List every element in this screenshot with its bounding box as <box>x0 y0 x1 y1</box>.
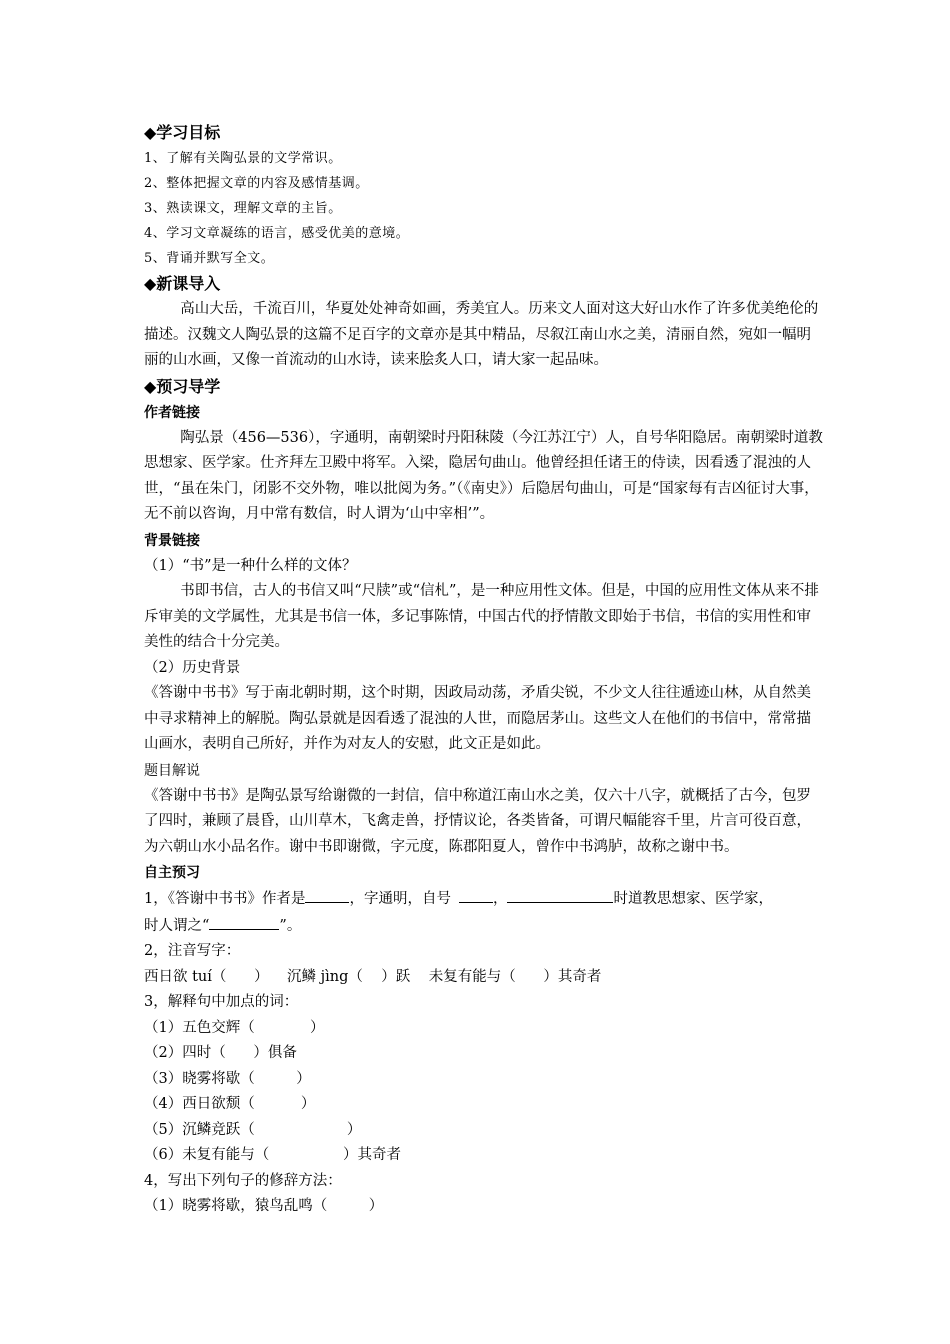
question-1-line-1 <box>144 886 824 913</box>
answer-blank[interactable] <box>507 886 613 903</box>
list-item: （5）沉鳞竞跃（ ） <box>144 1121 362 1138</box>
question-1-text-e: 时人谓之“ <box>144 917 210 934</box>
author-heading: 作者链接 <box>144 404 200 421</box>
list-item: （6）未复有能与（ ）其奇者 <box>144 1147 401 1163</box>
question-4-label: 4，写出下列句子的修辞方法： <box>144 1172 342 1189</box>
list-item: 2、整体把握文章的内容及感情基调。 <box>144 176 369 191</box>
section-title-preview: ◆预习导学 <box>144 376 221 396</box>
bg-question-1-paragraph: 书即书信，古人的书信又叫“尺牍”或“信札”，是一种应用性文体。但是，中国的应用性文体从来不排斥审美的文学属性，尤其是书信一体，多记事陈情，中国古代的抒情散文即始于书信，书信的实用性和审美性的结合十分完美。 <box>144 583 819 650</box>
goals-list <box>144 146 824 271</box>
question-1-line-2 <box>144 913 824 940</box>
intro-paragraph: 高山大岳，千流百川，华夏处处神奇如画，秀美宜人。历来文人面对这大好山水作了许多优美绝伦的描述。汉魏文人陶弘景的这篇不足百字的文章亦是其中精品，尽叙江南山水之美，清丽自然，宛如一幅明丽的山水画，又像一首流动的山水诗，读来脍炙人口，请大家一起品味。 <box>144 301 819 368</box>
list-item: （3）晓雾将歇（ ） <box>144 1070 311 1087</box>
question-1-text-b: ，字通明，自号 <box>349 891 451 907</box>
question-1-text-a: 1，《答谢中书书》作者是 <box>144 891 306 907</box>
list-item: （1）五色交辉（ ） <box>144 1019 325 1036</box>
list-item: 3、熟读课文，理解文章的主旨。 <box>144 201 342 216</box>
document-page <box>144 120 824 1220</box>
answer-blank[interactable] <box>209 913 279 930</box>
answer-blank[interactable] <box>305 886 349 903</box>
question-2-label: 2，注音写字： <box>144 943 241 959</box>
author-paragraph: 陶弘景（456—536），字通明，南朝梁时丹阳秣陵（今江苏江宁）人，自号华阳隐居。南朝梁时道教思想家、医学家。仕齐拜左卫殿中将军。入梁，隐居句曲山。他曾经担任诸王的侍读，因看透了混浊的人世，“虽在朱门，闭影不交外物，唯以批阅为务。”（《南史》）后隐居句曲山，可是“国家每有吉凶征讨大事，无不前以咨询，月中常有数信，时人谓为‘山中宰相’”。 <box>144 429 823 522</box>
list-item: （2）四时（ ）俱备 <box>144 1045 297 1061</box>
section-title-goals: ◆学习目标 <box>144 123 221 142</box>
list-item: 1、了解有关陶弘景的文学常识。 <box>144 151 342 166</box>
answer-blank[interactable] <box>459 886 493 903</box>
list-item: （4）西日欲颓（ ） <box>144 1096 316 1112</box>
question-2-line: 西日欲 tuí（ ） 沉鳞 jìng（ ）跃 未复有能与（ ）其奇者 <box>144 968 602 985</box>
bg-question-1: （1）“书”是一种什么样的文体？ <box>144 557 357 574</box>
bg-question-2: （2）历史背景 <box>144 659 241 676</box>
question-1-text-d: 时道教思想家、医学家， <box>613 891 773 907</box>
question-1-text-c: ， <box>492 891 508 907</box>
bg-question-2-paragraph: 《答谢中书书》写于南北朝时期，这个时期，因政局动荡，矛盾尖锐，不少文人往往遁迹山林，从自然美中寻求精神上的解脱。陶弘景就是因看透了混浊的人世，而隐居茅山。这些文人在他们的书信中，常常描山画水，表明自己所好，并作为对友人的安慰，此文正是如此。 <box>144 685 811 752</box>
list-item: 5、背诵并默写全文。 <box>144 251 275 266</box>
section-title-intro: ◆新课导入 <box>144 274 221 293</box>
list-item: 4、学习文章凝练的语言，感受优美的意境。 <box>144 226 410 241</box>
background-heading: 背景链接 <box>144 532 200 549</box>
list-item: （1）晓雾将歇，猿鸟乱鸣（ ） <box>144 1198 384 1214</box>
question-1-text-f: ”。 <box>279 917 302 934</box>
self-study-heading: 自主预习 <box>144 865 200 881</box>
title-explain-heading: 题目解说 <box>144 762 200 779</box>
question-3-label: 3，解释句中加点的词： <box>144 994 299 1010</box>
title-explain-paragraph: 《答谢中书书》是陶弘景写给谢微的一封信，信中称道江南山水之美，仅六十八字，就概括了古今，包罗了四时，兼顾了晨昏，山川草木，飞禽走兽，抒情议论，各类皆备，可谓尺幅能容千里，片言可役百意，为六朝山水小品名作。谢中书即谢微，字元度，陈郡阳夏人，曾作中书鸿胪，故称之谢中书。 <box>144 787 811 855</box>
